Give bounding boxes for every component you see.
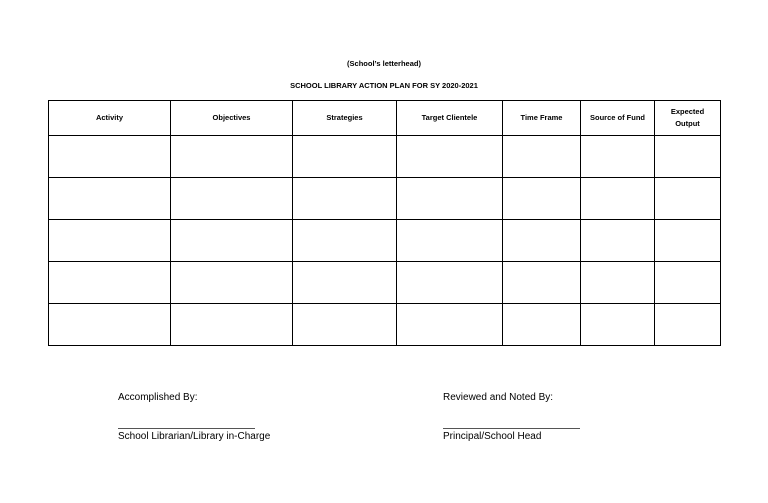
- table-cell[interactable]: [397, 136, 503, 178]
- table-cell[interactable]: [49, 220, 171, 262]
- accomplished-role-label: School Librarian/Library in-Charge: [118, 431, 271, 442]
- table-cell[interactable]: [503, 178, 581, 220]
- table-header-row: [49, 101, 721, 136]
- table-cell[interactable]: [171, 178, 293, 220]
- reviewed-role-label: Principal/School Head: [443, 431, 542, 442]
- column-header-source-of-fund: Source of Fund: [581, 101, 655, 136]
- table-cell[interactable]: [293, 262, 397, 304]
- table-cell[interactable]: [293, 136, 397, 178]
- column-header-time-frame: Time Frame: [503, 101, 581, 136]
- table-row: [49, 304, 721, 346]
- table-cell[interactable]: [49, 178, 171, 220]
- table-cell[interactable]: [581, 304, 655, 346]
- table-cell[interactable]: [293, 220, 397, 262]
- table-cell[interactable]: [655, 220, 721, 262]
- table-cell[interactable]: [293, 178, 397, 220]
- table-cell[interactable]: [503, 304, 581, 346]
- table-cell[interactable]: [171, 220, 293, 262]
- table-cell[interactable]: [503, 136, 581, 178]
- reviewed-by-label: Reviewed and Noted By:: [443, 392, 554, 403]
- table-cell[interactable]: [397, 304, 503, 346]
- table-row: [49, 220, 721, 262]
- accomplished-signature-line: [118, 428, 255, 429]
- document-title: SCHOOL LIBRARY ACTION PLAN FOR SY 2020-2021: [290, 81, 478, 90]
- table-row: [49, 178, 721, 220]
- table-cell[interactable]: [397, 178, 503, 220]
- table-cell[interactable]: [397, 220, 503, 262]
- table-cell[interactable]: [49, 304, 171, 346]
- table-cell[interactable]: [655, 178, 721, 220]
- table-row: [49, 136, 721, 178]
- table-cell[interactable]: [581, 220, 655, 262]
- column-header-strategies: Strategies: [293, 101, 397, 136]
- table-cell[interactable]: [655, 136, 721, 178]
- table-cell[interactable]: [171, 136, 293, 178]
- column-header-activity: Activity: [49, 101, 171, 136]
- letterhead-placeholder: (School’s letterhead): [347, 59, 421, 68]
- reviewed-signature-line: [443, 428, 580, 429]
- column-header-objectives: Objectives: [171, 101, 293, 136]
- table-cell[interactable]: [655, 262, 721, 304]
- table-cell[interactable]: [293, 304, 397, 346]
- table-cell[interactable]: [49, 262, 171, 304]
- table-cell[interactable]: [655, 304, 721, 346]
- column-header-target-clientele: Target Clientele: [397, 101, 503, 136]
- table-cell[interactable]: [49, 136, 171, 178]
- action-plan-table: [48, 100, 721, 346]
- column-header-expected-output: Expected Output: [655, 101, 721, 136]
- accomplished-by-label: Accomplished By:: [118, 392, 198, 403]
- table-cell[interactable]: [503, 262, 581, 304]
- table-cell[interactable]: [581, 178, 655, 220]
- table-cell[interactable]: [171, 262, 293, 304]
- table-cell[interactable]: [503, 220, 581, 262]
- table-cell[interactable]: [171, 304, 293, 346]
- table-row: [49, 262, 721, 304]
- table-cell[interactable]: [397, 262, 503, 304]
- table-cell[interactable]: [581, 136, 655, 178]
- table-cell[interactable]: [581, 262, 655, 304]
